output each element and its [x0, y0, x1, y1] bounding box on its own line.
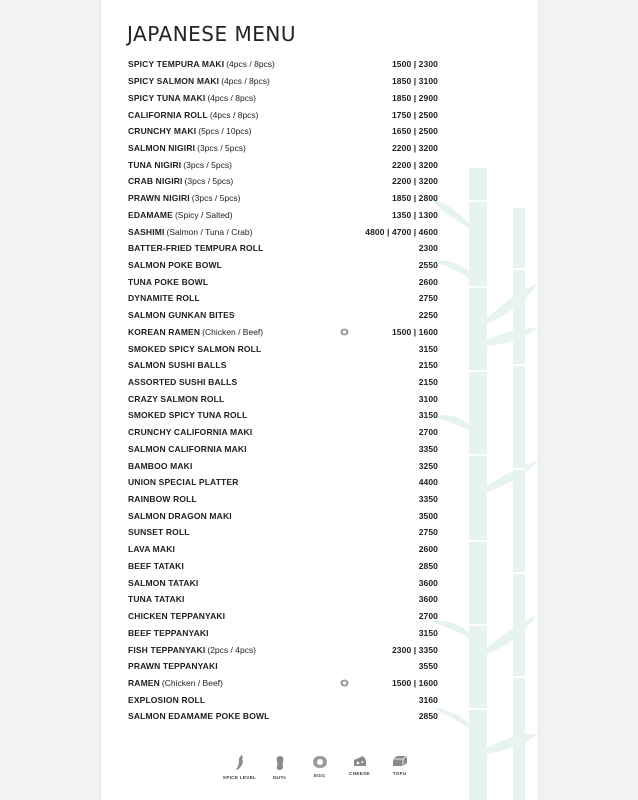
legend-label: SPICE LEVEL: [222, 776, 257, 781]
item-portion: (5pcs / 10pcs): [198, 126, 252, 137]
item-price: 1350 | 1300: [391, 209, 438, 220]
cheese-icon: [342, 755, 378, 767]
item-price: 1500 | 1600: [391, 677, 438, 688]
menu-item: [128, 106, 438, 123]
item-name: TUNA TATAKI: [128, 594, 185, 605]
item-price: 2300 | 3350: [391, 644, 438, 655]
menu-item: [128, 407, 438, 424]
item-price: 1750 | 2500: [391, 109, 438, 120]
menu-item: [128, 223, 438, 240]
item-name: SPICY TUNA MAKI: [128, 92, 206, 103]
item-name: DYNAMITE ROLL: [128, 293, 200, 304]
item-price: 2700: [418, 611, 438, 622]
item-name: EDAMAME: [128, 209, 173, 220]
menu-item: [128, 491, 438, 508]
menu-item: [128, 273, 438, 290]
item-name: UNION SPECIAL PLATTER: [128, 477, 239, 488]
menu-item: [128, 474, 438, 491]
item-name: SASHIMI: [128, 226, 165, 237]
egg-icon: [340, 679, 349, 688]
item-portion: (4pcs / 8pcs): [226, 59, 275, 70]
item-price: 3150: [418, 627, 438, 638]
item-name: SALMON DRAGON MAKI: [128, 510, 232, 521]
egg-icon: [340, 328, 349, 337]
menu-item: [128, 591, 438, 608]
item-price: 2200 | 3200: [391, 176, 438, 187]
item-portion: (4pcs / 8pcs): [221, 76, 270, 87]
item-portion: (3pcs / 5pcs): [184, 176, 234, 187]
menu-item: [128, 89, 438, 106]
item-price: 3600: [418, 594, 438, 605]
menu-item: [128, 290, 438, 307]
menu-item: [128, 507, 438, 524]
menu-item: [128, 574, 438, 591]
item-price: 2200 | 3200: [391, 142, 438, 153]
menu-item: [128, 524, 438, 541]
menu-item: [128, 123, 438, 140]
item-name: SALMON EDAMAME POKE BOWL: [128, 711, 270, 722]
item-portion: (4pcs / 8pcs): [209, 109, 259, 120]
menu-item: [128, 558, 438, 575]
item-portion: (Salmon / Tuna / Crab): [166, 226, 253, 237]
item-portion: (Spicy / Salted): [174, 209, 233, 220]
item-price: 3150: [418, 410, 438, 421]
item-name: BEEF TEPPANYAKI: [128, 627, 209, 638]
item-name: SALMON CALIFORNIA MAKI: [128, 443, 247, 454]
item-portion: (Chicken / Beef): [202, 326, 264, 337]
menu-item: [128, 257, 438, 274]
menu-item: [128, 307, 438, 324]
item-name: SALMON TATAKI: [128, 577, 199, 588]
menu-item: [128, 190, 438, 207]
item-name: CRUNCHY MAKI: [128, 126, 197, 137]
item-name: TUNA POKE BOWL: [128, 276, 209, 287]
menu-item: [128, 324, 438, 341]
item-name: CRAZY SALMON ROLL: [128, 393, 225, 404]
menu-item: [128, 624, 438, 641]
item-portion: (3pcs / 5pcs): [197, 142, 246, 153]
item-name: SMOKED SPICY TUNA ROLL: [128, 410, 248, 421]
item-name: CALIFORNIA ROLL: [128, 109, 208, 120]
legend-item: [302, 755, 338, 781]
item-price: 2750: [418, 527, 438, 538]
item-name: CRUNCHY CALIFORNIA MAKI: [128, 427, 253, 438]
item-name: FISH TEPPANYAKI: [128, 644, 206, 655]
item-price: 2850: [418, 711, 438, 722]
legend-item: [262, 755, 298, 781]
item-price: 2300: [418, 243, 438, 254]
item-name: RAMEN: [128, 677, 160, 688]
item-price: 2600: [418, 544, 438, 555]
item-name: RAINBOW ROLL: [128, 494, 197, 505]
item-name: BEEF TATAKI: [128, 560, 184, 571]
item-price: 2550: [418, 259, 438, 270]
item-price: 3350: [418, 443, 438, 454]
item-price: 1850 | 2900: [391, 92, 438, 103]
menu-item: [128, 140, 438, 157]
menu-item: [128, 708, 438, 725]
legend-label: EGG: [313, 774, 326, 779]
item-price: 1500 | 2300: [391, 59, 438, 70]
menu-item: [128, 541, 438, 558]
legend-label: CHEESE: [349, 772, 370, 777]
menu-item: [128, 206, 438, 223]
item-name: PRAWN TEPPANYAKI: [128, 661, 218, 672]
item-name: SALMON GUNKAN BITES: [128, 310, 235, 321]
menu-item: [128, 340, 438, 357]
legend-item: [382, 755, 418, 781]
menu-item: [128, 641, 438, 658]
item-name: LAVA MAKI: [128, 544, 175, 555]
bamboo-decoration: [431, 168, 538, 800]
item-price: 3150: [418, 343, 438, 354]
chili-icon: [222, 755, 258, 771]
item-price: 2200 | 3200: [391, 159, 438, 170]
menu-page: [100, 0, 539, 800]
item-name: CRAB NIGIRI: [128, 176, 183, 187]
item-portion: (4pcs / 8pcs): [207, 92, 256, 103]
item-price: 3160: [418, 694, 438, 705]
item-name: ASSORTED SUSHI BALLS: [128, 377, 238, 388]
item-name: PRAWN NIGIRI: [128, 193, 190, 204]
item-price: 2750: [418, 293, 438, 304]
page-title: JAPANESE MENU: [127, 22, 296, 46]
item-portion: (2pcs / 4pcs): [207, 644, 257, 655]
item-name: TUNA NIGIRI: [128, 159, 182, 170]
menu-item: [128, 441, 438, 458]
item-name: SPICY TEMPURA MAKI: [128, 59, 225, 70]
menu-item: [128, 390, 438, 407]
legend-label: NUTs: [273, 776, 286, 781]
item-portion: (3pcs / 5pcs): [183, 159, 232, 170]
menu-item: [128, 675, 438, 692]
item-name: SPICY SALMON MAKI: [128, 76, 220, 87]
item-price: 3500: [418, 510, 438, 521]
menu-item: [128, 357, 438, 374]
item-name: EXPLOSION ROLL: [128, 694, 206, 705]
item-price: 4800 | 4700 | 4600: [365, 226, 438, 237]
item-portion: (Chicken / Beef): [161, 677, 223, 688]
menu-item: [128, 56, 438, 73]
dietary-legend: [101, 755, 538, 781]
menu-item: [128, 240, 438, 257]
item-name: SALMON NIGIRI: [128, 142, 196, 153]
item-name: SALMON POKE BOWL: [128, 259, 223, 270]
item-price: 2150: [418, 377, 438, 388]
nut-icon: [262, 755, 298, 771]
legend-label: TOFU: [392, 772, 407, 777]
item-price: 1500 | 1600: [391, 326, 438, 337]
item-price: 2700: [418, 427, 438, 438]
item-name: SALMON SUSHI BALLS: [128, 360, 227, 371]
item-price: 2150: [418, 360, 438, 371]
item-price: 3100: [418, 393, 438, 404]
item-name: SMOKED SPICY SALMON ROLL: [128, 343, 262, 354]
item-price: 4400: [418, 477, 438, 488]
item-portion: (3pcs / 5pcs): [191, 193, 241, 204]
item-name: BAMBOO MAKI: [128, 460, 193, 471]
menu-item: [128, 374, 438, 391]
item-name: KOREAN RAMEN: [128, 326, 201, 337]
menu-item: [128, 608, 438, 625]
menu-item: [128, 457, 438, 474]
menu-list: [128, 56, 438, 725]
menu-item: [128, 658, 438, 675]
menu-item: [128, 424, 438, 441]
item-price: 3600: [418, 577, 438, 588]
item-name: BATTER-FRIED TEMPURA ROLL: [128, 243, 264, 254]
item-price: 3350: [418, 494, 438, 505]
menu-item: [128, 173, 438, 190]
item-price: 1850 | 3100: [391, 76, 438, 87]
egg-icon: [302, 755, 338, 769]
item-price: 1850 | 2800: [391, 193, 438, 204]
menu-item: [128, 73, 438, 90]
tofu-icon: [382, 755, 418, 767]
item-price: 3550: [418, 661, 438, 672]
legend-item: [222, 755, 258, 781]
item-price: 2250: [418, 310, 438, 321]
item-price: 2850: [418, 560, 438, 571]
menu-item: [128, 691, 438, 708]
item-name: SUNSET ROLL: [128, 527, 190, 538]
item-price: 3250: [418, 460, 438, 471]
menu-item: [128, 156, 438, 173]
item-name: CHICKEN TEPPANYAKI: [128, 611, 226, 622]
legend-item: [342, 755, 378, 781]
item-price: 1650 | 2500: [391, 126, 438, 137]
item-price: 2600: [418, 276, 438, 287]
